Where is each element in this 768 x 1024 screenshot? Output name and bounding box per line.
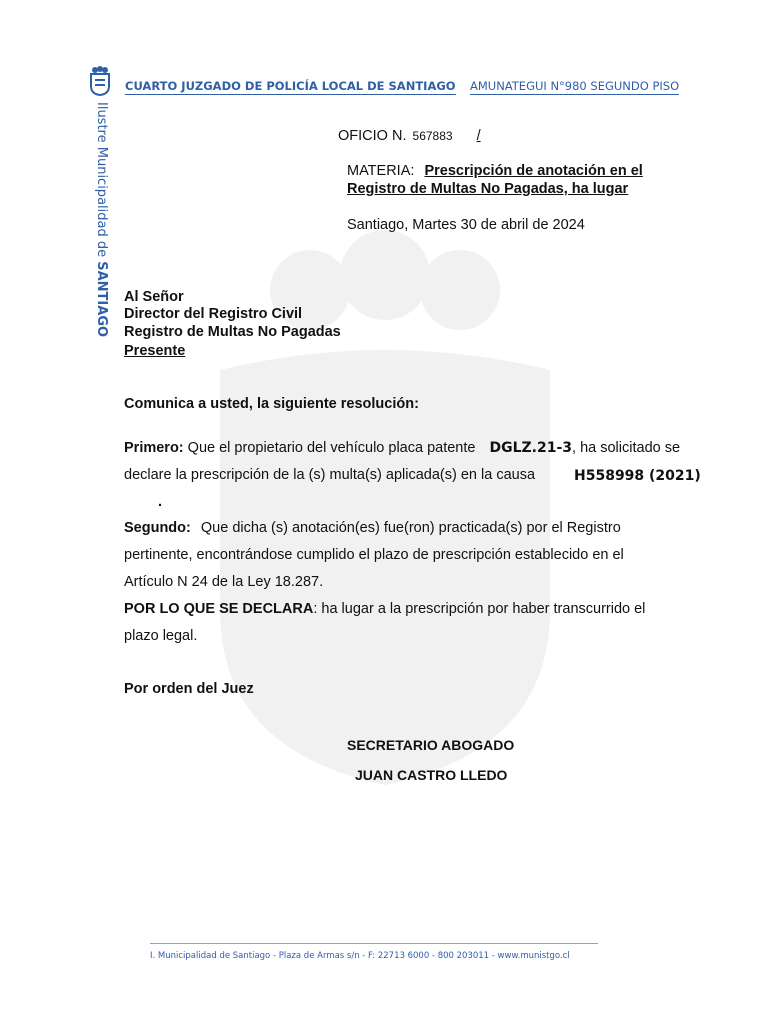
- materia-line1: [347, 163, 643, 179]
- primero-text-2: , ha solicitado se: [572, 440, 681, 456]
- materia-title-1: Prescripción de anotación en el: [424, 163, 643, 179]
- primero-text: Que el propietario del vehículo placa patente: [187, 440, 476, 456]
- addressee-line3: Registro de Multas No Pagadas: [124, 324, 341, 340]
- causa-number: H558998 (2021): [574, 468, 701, 484]
- oficio-label: OFICIO N.: [338, 128, 407, 144]
- addressee-line4: Presente: [124, 343, 186, 359]
- segundo-line1: [124, 520, 621, 536]
- plate-number: DGLZ.21-3: [489, 440, 573, 456]
- declara-text: : ha lugar a la prescripción por haber transcurrido el: [313, 601, 646, 617]
- document-date: Santiago, Martes 30 de abril de 2024: [347, 217, 585, 233]
- orden-line: Por orden del Juez: [124, 681, 254, 697]
- addressee-line2: Director del Registro Civil: [124, 306, 303, 322]
- signature-name: JUAN CASTRO LLEDO: [355, 767, 508, 783]
- court-address: AMUNATEGUI N°980 SEGUNDO PISO: [470, 79, 680, 93]
- declara-label: POR LO QUE SE DECLARA: [124, 601, 314, 617]
- segundo-line2: pertinente, encontrándose cumplido el plazo de prescripción establecido en el: [124, 547, 624, 563]
- footer-text: I. Municipalidad de Santiago - Plaza de Armas s/n - F: 22713 6000 - 800 203011 - www.munistgo.cl: [150, 951, 570, 961]
- sidebar-municipality-label: [94, 102, 109, 337]
- footer-divider: [150, 943, 598, 944]
- segundo-text: Que dicha (s) anotación(es) fue(ron) practicada(s) por el Registro: [200, 520, 621, 536]
- declara-line2: plazo legal.: [124, 628, 198, 644]
- segundo-line3: Artículo N 24 de la Ley 18.287.: [124, 574, 324, 590]
- primero-label: Primero:: [124, 440, 184, 456]
- materia-label: MATERIA:: [347, 163, 415, 179]
- primero-line1: [124, 440, 680, 456]
- signature-title: SECRETARIO ABOGADO: [347, 737, 515, 753]
- oficio-number: 567883: [412, 129, 453, 143]
- municipal-seal-icon: [89, 66, 111, 96]
- declara-line1: [124, 601, 645, 617]
- primero-line2: declare la prescripción de la (s) multa(s) aplicada(s) en la causa: [124, 467, 536, 483]
- segundo-label: Segundo:: [124, 520, 191, 536]
- intro-line: Comunica a usted, la siguiente resolución:: [124, 396, 419, 412]
- materia-title-2: Registro de Multas No Pagadas, ha lugar: [347, 181, 629, 197]
- primero-dot: .: [158, 494, 163, 510]
- addressee-line1: Al Señor: [124, 289, 184, 305]
- oficio-line: [338, 128, 481, 144]
- oficio-slash: /: [476, 128, 481, 144]
- court-name: CUARTO JUZGADO DE POLICÍA LOCAL DE SANTIAGO: [125, 79, 456, 93]
- sidebar-text: Ilustre Municipalidad de: [94, 102, 109, 258]
- sidebar-city: SANTIAGO: [94, 261, 109, 338]
